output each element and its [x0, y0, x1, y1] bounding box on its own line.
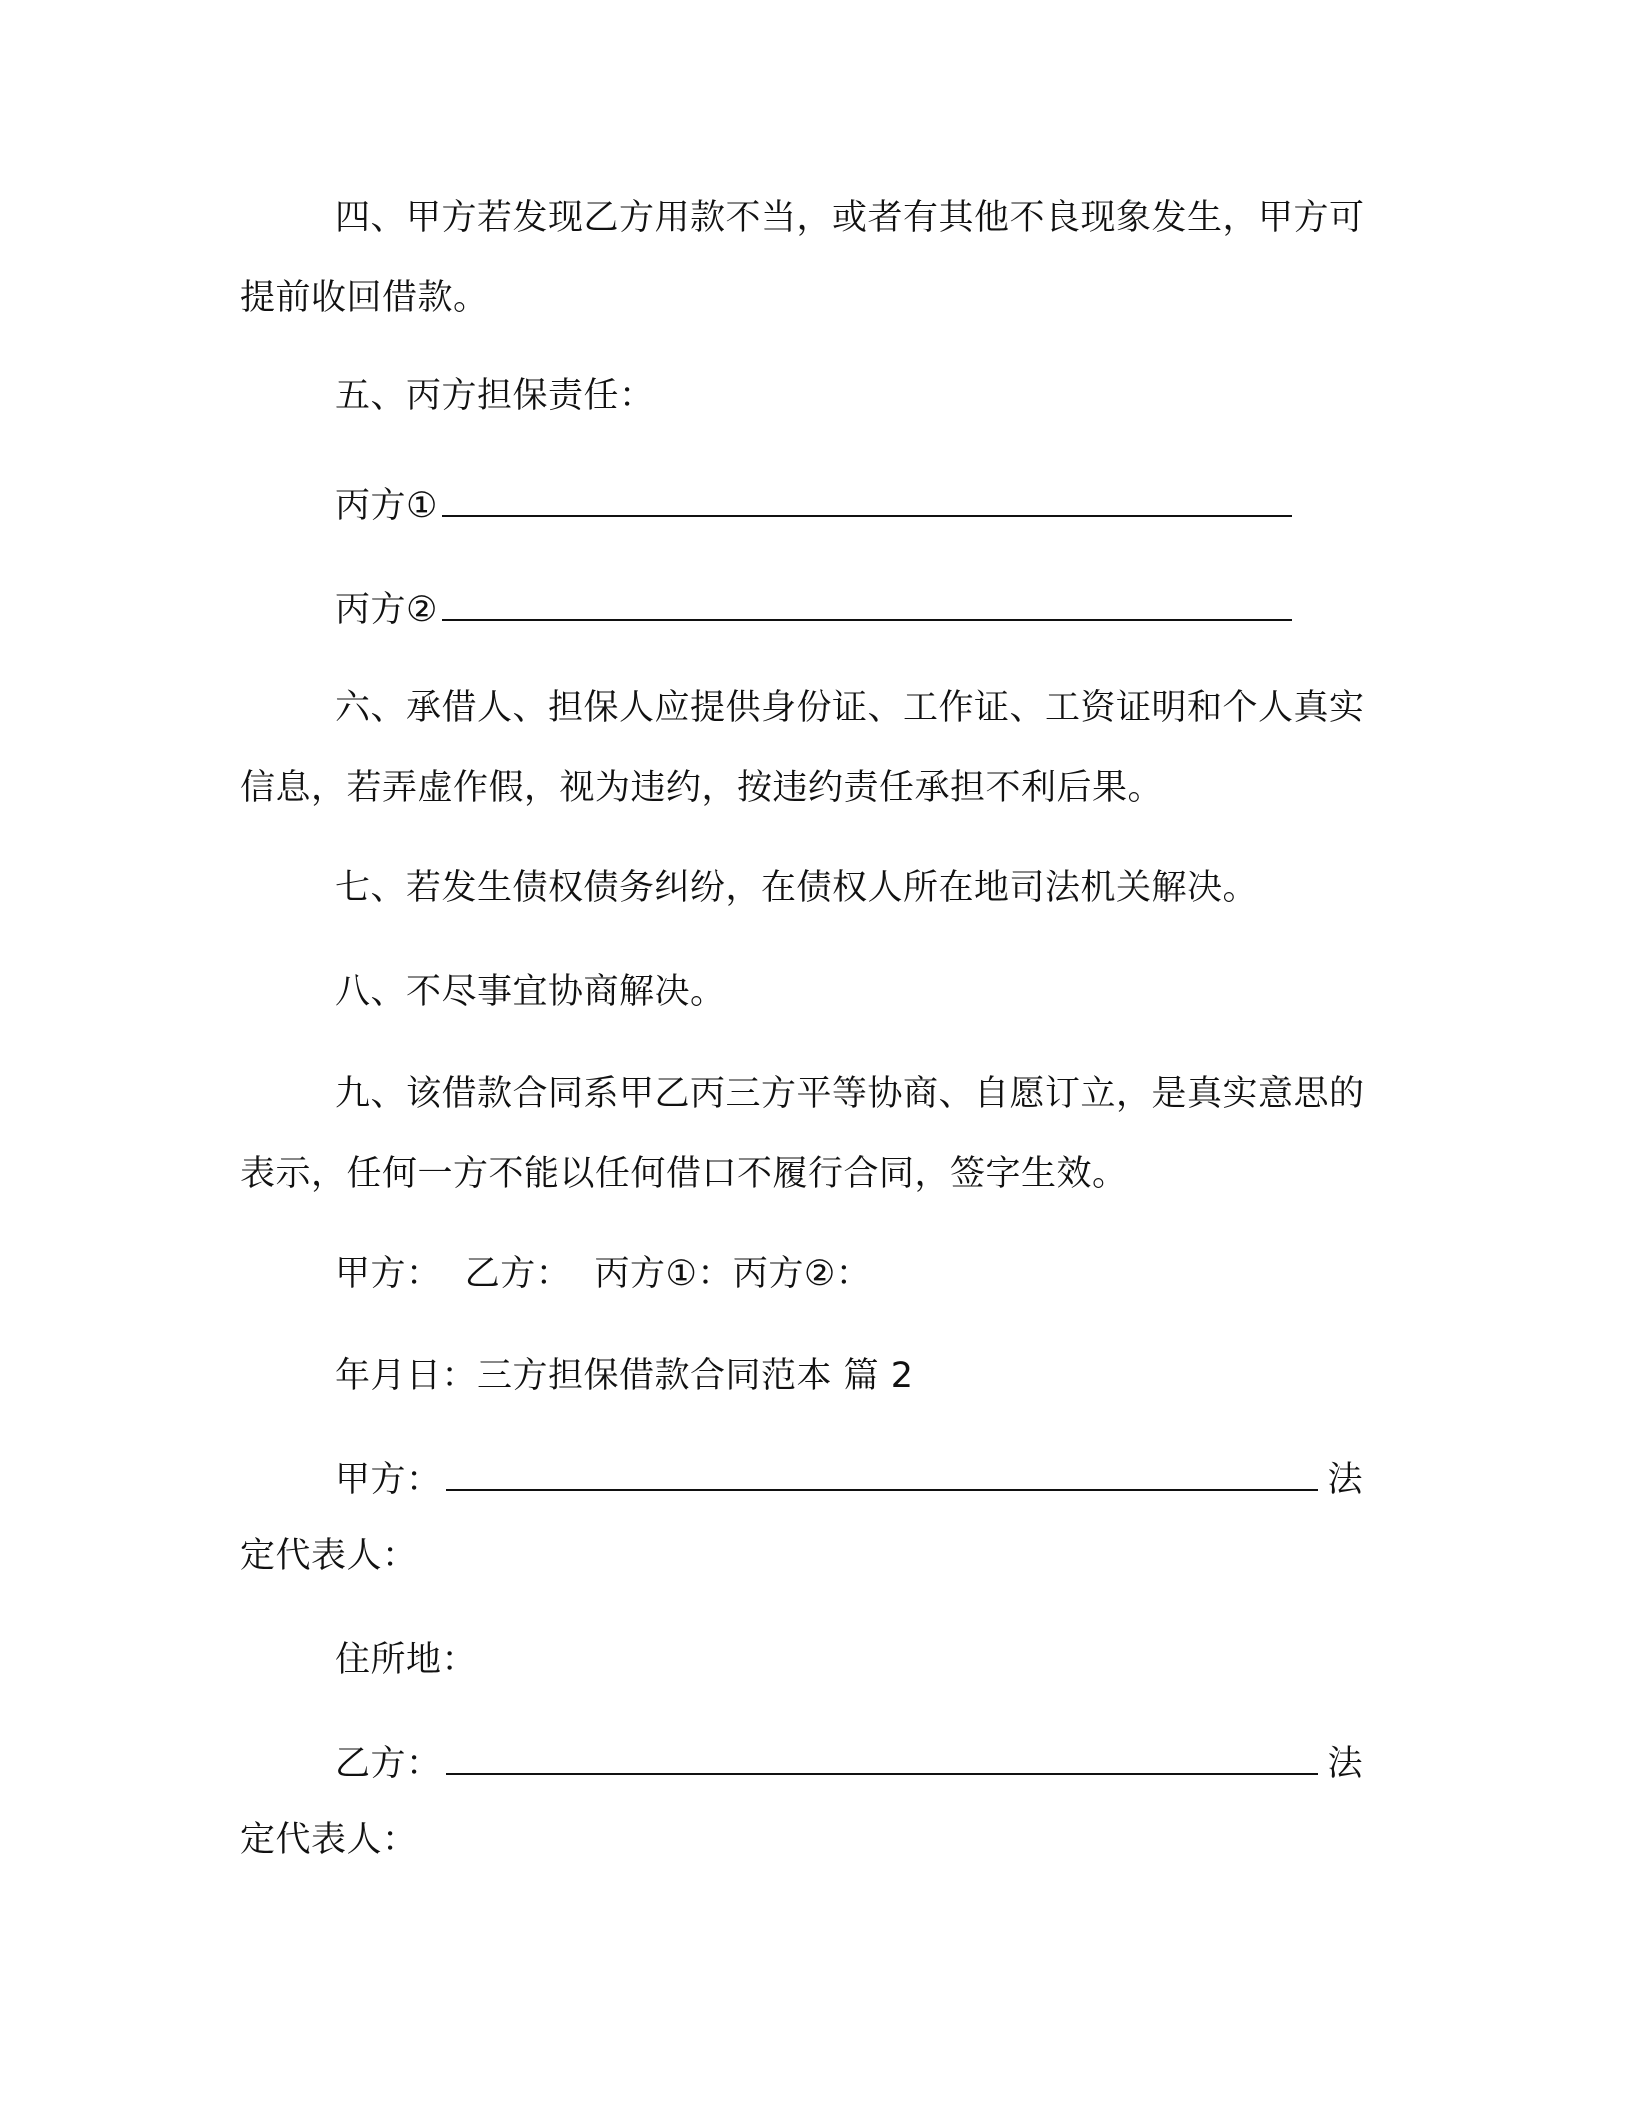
guarantor-2-blank[interactable]	[442, 579, 1292, 621]
party-b-blank[interactable]	[446, 1733, 1318, 1775]
clause-5: 五、丙方担保责任：	[335, 376, 655, 416]
party-a-blank[interactable]	[446, 1449, 1318, 1491]
clause-9: 九、该借款合同系甲乙丙三方平等协商、自愿订立，是真实意思的表示，任何一方不能以任何借口不履行合同，签字生效。	[240, 1074, 1365, 1194]
clause-4: 四、甲方若发现乙方用款不当，或者有其他不良现象发生，甲方可提前收回借款。	[240, 198, 1365, 318]
guarantor-1-line	[335, 466, 1292, 546]
party-b-representative: 定代表人：	[240, 1820, 418, 1860]
guarantor-2-line	[335, 570, 1292, 650]
guarantor-1-label: 丙方①	[335, 486, 438, 526]
guarantor-2-label: 丙方②	[335, 590, 438, 630]
party-b-line	[335, 1724, 1363, 1804]
clause-8: 八、不尽事宜协商解决。	[335, 972, 726, 1012]
guarantor-1-blank[interactable]	[442, 475, 1292, 517]
party-a-representative: 定代表人：	[240, 1536, 418, 1576]
party-a-suffix: 法	[1327, 1460, 1364, 1500]
party-b-label: 乙方：	[335, 1744, 442, 1784]
party-b-suffix: 法	[1327, 1744, 1364, 1784]
party-a-line	[335, 1440, 1363, 1520]
clause-7: 七、若发生债权债务纠纷，在债权人所在地司法机关解决。	[335, 868, 1259, 908]
date-and-title: 年月日：三方担保借款合同范本 篇 2	[335, 1356, 914, 1396]
clause-6: 六、承借人、担保人应提供身份证、工作证、工资证明和个人真实信息，若弄虚作假，视为违约，按违约责任承担不利后果。	[240, 688, 1365, 808]
signature-line: 甲方： 乙方： 丙方①：丙方②：	[335, 1254, 872, 1294]
party-a-label: 甲方：	[335, 1460, 442, 1500]
address-label: 住所地：	[335, 1640, 478, 1680]
